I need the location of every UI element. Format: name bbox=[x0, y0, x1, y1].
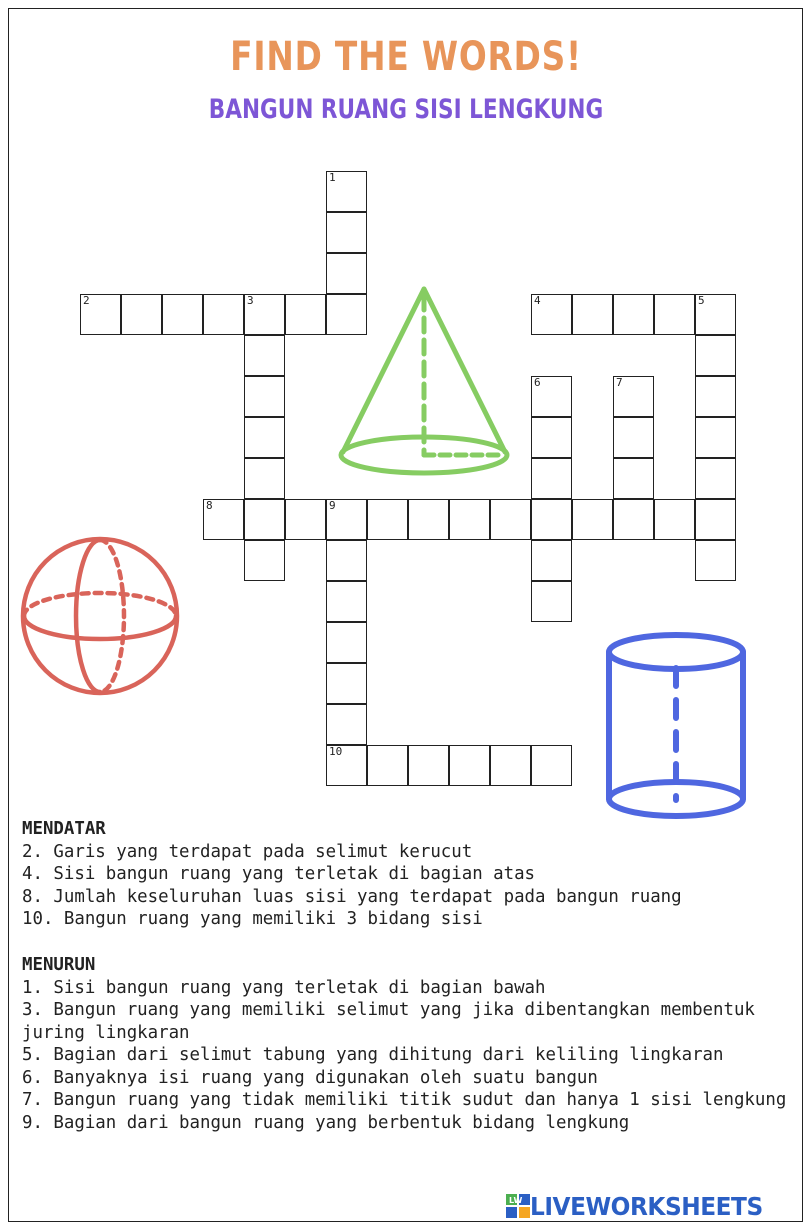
crossword-cell[interactable] bbox=[285, 294, 326, 335]
clue-down-9: 9. Bagian dari bangun ruang yang berbentuk bidang lengkung bbox=[22, 1112, 630, 1133]
crossword-cell[interactable] bbox=[326, 663, 367, 704]
across-clues bbox=[22, 818, 802, 931]
crossword-cell[interactable] bbox=[326, 253, 367, 294]
crossword-cell[interactable] bbox=[490, 499, 531, 540]
clue-number: 8 bbox=[206, 499, 213, 512]
crossword-cell[interactable] bbox=[531, 581, 572, 622]
clue-down-1: 1. Sisi bangun ruang yang terletak di bagian bawah bbox=[22, 977, 546, 998]
crossword-cell[interactable] bbox=[531, 499, 572, 540]
crossword-cell[interactable] bbox=[531, 417, 572, 458]
clue-down-6: 6. Banyaknya isi ruang yang digunakan oleh suatu bangun bbox=[22, 1067, 598, 1088]
crossword-cell[interactable] bbox=[408, 745, 449, 786]
crossword-cell[interactable] bbox=[613, 376, 654, 417]
crossword-cell[interactable] bbox=[326, 581, 367, 622]
crossword-cell[interactable] bbox=[162, 294, 203, 335]
crossword-cell[interactable] bbox=[654, 294, 695, 335]
crossword-cell[interactable] bbox=[695, 376, 736, 417]
crossword-cell[interactable] bbox=[244, 458, 285, 499]
crossword-cell[interactable] bbox=[695, 335, 736, 376]
crossword-cell[interactable] bbox=[695, 458, 736, 499]
crossword-cell[interactable] bbox=[572, 294, 613, 335]
crossword-cell[interactable] bbox=[613, 458, 654, 499]
clue-across-10: 10. Bangun ruang yang memiliki 3 bidang sisi bbox=[22, 909, 483, 929]
page-title: FIND THE WORDS! bbox=[230, 34, 582, 80]
clue-number: 3 bbox=[247, 294, 254, 307]
clue-across-8: 8. Jumlah keseluruhan luas sisi yang terdapat pada bangun ruang bbox=[22, 886, 682, 907]
crossword-cell[interactable] bbox=[326, 499, 367, 540]
crossword-cell[interactable] bbox=[326, 540, 367, 581]
crossword-cell[interactable] bbox=[490, 745, 531, 786]
crossword-cell[interactable] bbox=[326, 294, 367, 335]
crossword-cell[interactable] bbox=[367, 499, 408, 540]
crossword-cell[interactable] bbox=[244, 376, 285, 417]
crossword-cell[interactable] bbox=[285, 499, 326, 540]
crossword-cell[interactable] bbox=[326, 212, 367, 253]
clue-number: 7 bbox=[616, 376, 623, 389]
clue-down-7: 7. Bangun ruang yang tidak memiliki titik sudut dan hanya 1 sisi lengkung bbox=[22, 1090, 787, 1110]
crossword-cell[interactable] bbox=[449, 499, 490, 540]
crossword-cell[interactable] bbox=[203, 294, 244, 335]
crossword-cell[interactable] bbox=[531, 376, 572, 417]
crossword-cell[interactable] bbox=[326, 745, 367, 786]
crossword-cell[interactable] bbox=[695, 294, 736, 335]
crossword-cell[interactable] bbox=[613, 499, 654, 540]
crossword-cell[interactable] bbox=[613, 417, 654, 458]
liveworksheets-logo bbox=[506, 1192, 780, 1220]
crossword-cell[interactable] bbox=[531, 540, 572, 581]
crossword-cell[interactable] bbox=[695, 540, 736, 581]
clue-number: 2 bbox=[83, 294, 90, 307]
logo-icon bbox=[506, 1194, 530, 1218]
clue-number: 1 bbox=[329, 171, 336, 184]
clue-number: 5 bbox=[698, 294, 705, 307]
crossword-cell[interactable] bbox=[203, 499, 244, 540]
crossword-cell[interactable] bbox=[654, 499, 695, 540]
crossword-cell[interactable] bbox=[695, 417, 736, 458]
crossword-cell[interactable] bbox=[80, 294, 121, 335]
crossword-cell[interactable] bbox=[326, 171, 367, 212]
crossword-cell[interactable] bbox=[244, 499, 285, 540]
crossword-cell[interactable] bbox=[121, 294, 162, 335]
clue-number: 10 bbox=[329, 745, 343, 758]
crossword-cell[interactable] bbox=[449, 745, 490, 786]
logo-badge-text: LW bbox=[509, 1196, 523, 1205]
crossword-cell[interactable] bbox=[613, 294, 654, 335]
crossword-cell[interactable] bbox=[367, 745, 408, 786]
down-clues bbox=[22, 954, 802, 1134]
clue-across-2: 2. Garis yang terdapat pada selimut kerucut bbox=[22, 841, 473, 862]
crossword-cell[interactable] bbox=[244, 294, 285, 335]
crossword-cell[interactable] bbox=[531, 745, 572, 786]
crossword-cell[interactable] bbox=[326, 704, 367, 745]
clue-down-3: 3. Bangun ruang yang memiliki selimut yang jika dibentangkan membentuk juring lingkaran bbox=[22, 1000, 766, 1043]
down-heading: MENURUN bbox=[22, 955, 96, 975]
clue-across-4: 4. Sisi bangun ruang yang terletak di bagian atas bbox=[22, 864, 536, 884]
clue-number: 9 bbox=[329, 499, 336, 512]
clue-number: 6 bbox=[534, 376, 541, 389]
clue-number: 4 bbox=[534, 294, 541, 307]
clue-down-5: 5. Bagian dari selimut tabung yang dihitung dari keliling lingkaran bbox=[22, 1045, 724, 1065]
crossword-cell[interactable] bbox=[572, 499, 613, 540]
crossword-cell[interactable] bbox=[244, 335, 285, 376]
crossword-cell[interactable] bbox=[408, 499, 449, 540]
crossword-cell[interactable] bbox=[244, 417, 285, 458]
crossword-cell[interactable] bbox=[531, 294, 572, 335]
logo-text: LIVEWORKSHEETS bbox=[530, 1191, 763, 1221]
crossword-cell[interactable] bbox=[244, 540, 285, 581]
crossword-cell[interactable] bbox=[531, 458, 572, 499]
page-subtitle: BANGUN RUANG SISI LENGKUNG bbox=[208, 94, 604, 125]
crossword-cell[interactable] bbox=[326, 622, 367, 663]
crossword-cell[interactable] bbox=[695, 499, 736, 540]
across-heading: MENDATAR bbox=[22, 819, 106, 839]
